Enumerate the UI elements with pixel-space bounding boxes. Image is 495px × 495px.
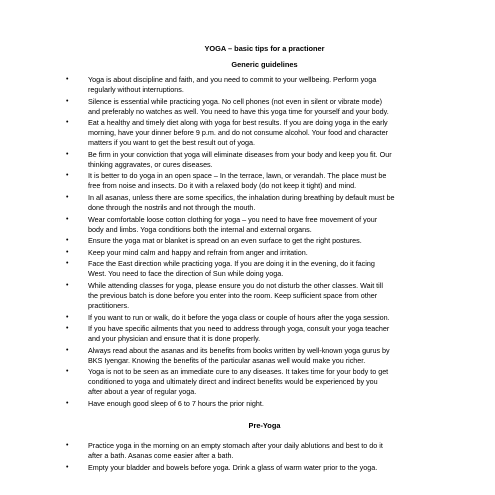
list-item [66,346,451,366]
list-item [66,236,451,246]
bullet-icon: • [66,193,69,201]
list-item [66,118,451,148]
list-item-text: Wear comfortable loose cotton clothing for yoga – you need to have free movement of your body and limbs. Yoga conditions both the internal and external organs. [88,214,378,234]
list-item [66,313,451,323]
list-item-text: Eat a healthy and timely diet along with yoga for best results. If you are doing yoga in the early morning, have your dinner before 9 p.m. and do not consume alcohol. Your food and character matters if you want to get the best result out of yoga. [88,118,389,148]
list-item [66,97,451,117]
bullet-icon: • [66,281,69,289]
bullet-icon: • [66,248,69,256]
list-item-text: Face the East direction while practicing yoga. If you are doing it in the evening, do it facing West. You need to face the direction of Sun while doing yoga. [88,259,375,279]
bullet-icon: • [66,119,69,127]
list-item-text: Silence is essential while practicing yoga. No cell phones (not even in silent or vibrate mode) and preferably no watches as well. You need to have this yoga time for yourself and your body. [88,96,389,116]
list-item-text: Empty your bladder and bowels before yoga. Drink a glass of warm water prior to the yoga. [88,462,378,472]
list-item [66,75,451,95]
list-item [66,399,451,409]
list-item-text: In all asanas, unless there are some specifics, the inhalation during breathing by default must be done through the nostrils and not through the mouth. [88,192,395,212]
pre-yoga-list [66,441,451,473]
bullet-icon: • [66,441,69,449]
bullet-icon: • [66,325,69,333]
bullet-icon: • [66,346,69,354]
list-item-text: Be firm in your conviction that yoga will eliminate diseases from your body and keep you fit. Our thinking aggravates, or cures diseases. [88,149,392,169]
bullet-icon: • [66,260,69,268]
list-item-text: Keep your mind calm and happy and refrain from anger and irritation. [88,247,308,257]
list-item [66,441,451,461]
list-item-text: While attending classes for yoga, please ensure you do not disturb the other classes. Wait till the previous batch is done before you enter into the room. Keep sufficient space from other practitioners. [88,280,383,310]
section-heading-pre-yoga: Pre-Yoga [248,420,281,430]
list-item-text: Practice yoga in the morning on an empty stomach after your daily ablutions and best to do it after a bath. Asanas come easier after a bath. [88,440,383,460]
list-item-text: Yoga is about discipline and faith, and you need to commit to your wellbeing. Perform yoga regularly without interruptions. [88,75,377,94]
bullet-icon: • [66,313,69,321]
list-item [66,324,451,344]
list-item [66,259,451,279]
list-item-text: Yoga is not to be seen as an immediate cure to any diseases. It takes time for your body to get conditioned to yoga and ultimately direct and indirect benefits would be experienced by you after about a year of regular yoga. [88,367,389,397]
bullet-icon: • [66,97,69,105]
list-item [66,150,451,170]
bullet-icon: • [66,463,69,471]
list-item [66,171,451,191]
list-item [66,215,451,235]
bullet-icon: • [66,399,69,407]
bullet-icon: • [66,215,69,223]
document-title: YOGA – basic tips for a practioner [204,44,325,53]
bullet-icon: • [66,150,69,158]
bullet-icon: • [66,237,69,245]
list-item [66,193,451,213]
list-item [66,367,451,397]
list-item-text: Ensure the yoga mat or blanket is spread on an even surface to get the right postures. [88,236,362,246]
list-item-text: Always read about the asanas and its benefits from books written by well-known yoga gurus by BKS Iyengar. Knowing the benefits of the particular asanas well would make you richer. [88,345,390,365]
list-item [66,281,451,311]
list-item-text: Have enough good sleep of 6 to 7 hours the prior night. [88,398,264,408]
list-item-text: If you have specific ailments that you need to address through yoga, consult your yoga teacher and your physician and ensure that it is done properly. [88,324,390,344]
list-item-text: It is better to do yoga in an open space – In the terrace, lawn, or verandah. The place must be free from noise and insects. Do it with a relaxed body (do not keep it tight) and mind. [88,171,387,191]
list-item-text: If you want to run or walk, do it before the yoga class or couple of hours after the yoga session. [88,312,390,322]
list-item [66,463,451,473]
generic-guidelines-list [66,75,451,409]
list-item [66,248,451,258]
bullet-icon: • [66,368,69,376]
bullet-icon: • [66,76,69,83]
bullet-icon: • [66,172,69,180]
section-heading-generic-guidelines: Generic guidelines [231,60,298,69]
